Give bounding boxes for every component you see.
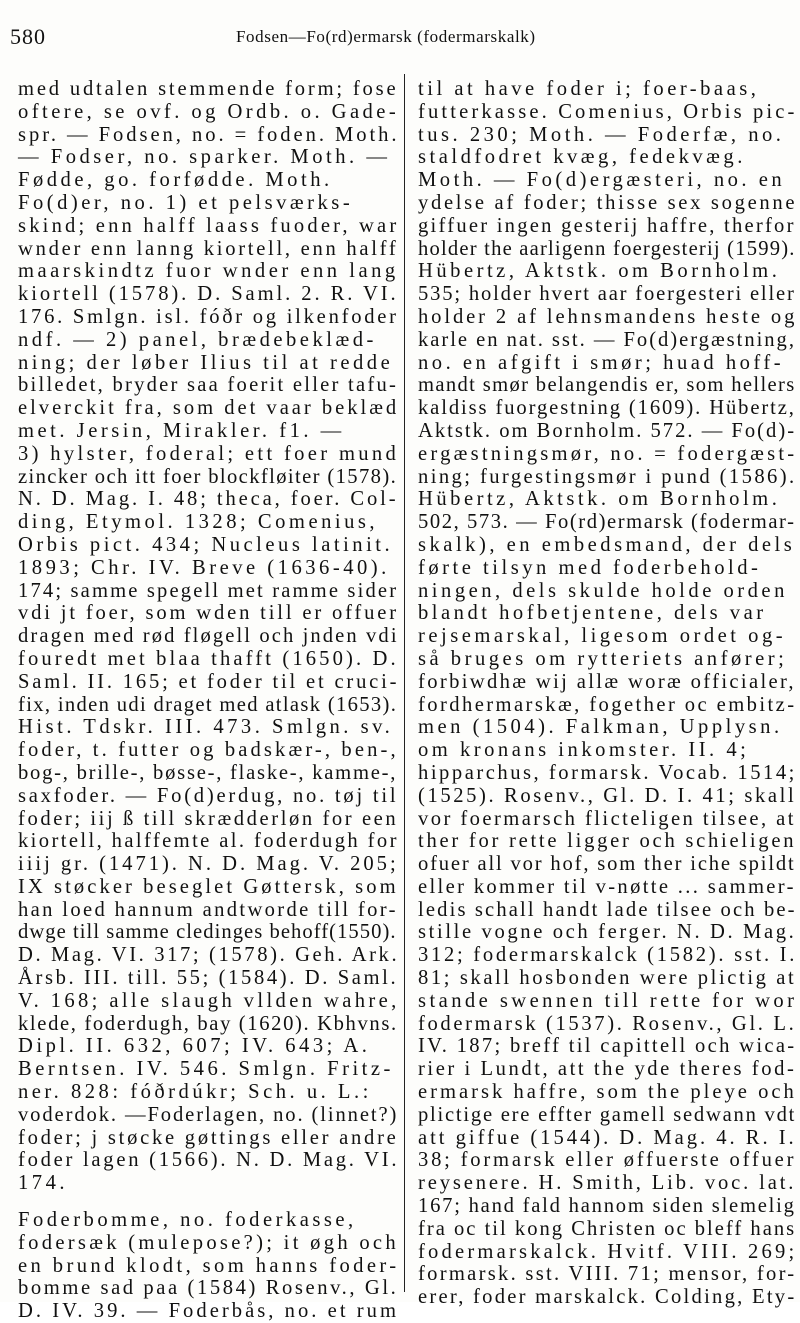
text-line: ther for rette ligger och schieligen [418,830,797,853]
text-line: han loed hannum andtworde till for- [18,898,398,921]
text-line: holder 2 af lehnsmandens heste og [418,305,798,328]
text-line: Foderbomme, no. foderkasse, [18,1209,357,1232]
text-line: vdi jt foer, som wden till er offuer [18,602,399,625]
text-line: zincker och itt foer blockfløiter (1578). [18,465,398,488]
text-line: staldfodret kvæg, fedekvæg. [418,146,746,169]
text-line: holder the aarligenn foergesterij (1599). [418,237,796,260]
text-line: en brund klodt, som hanns foder- [18,1254,400,1277]
text-line: fodermarsk (1537). Rosenv., Gl. L. [418,1012,797,1035]
text-line: 38; formarsk eller øffuerste offuer [418,1149,797,1172]
text-line: ydelse af foder; thisse sex sogenne [418,191,798,214]
text-line: fra oc til kong Christen oc bleff hans [418,1217,797,1240]
text-line: vor foermarsch flicteligen tilsee, at [418,807,796,830]
text-line: kiortell (1578). D. Saml. 2. R. VI. [18,283,399,306]
text-line: 3) hylster, foderal; ett foer mund [18,442,400,465]
text-line: rejsemarskal, ligesom ordet og- [418,625,787,648]
text-line: dragen med rød fløgell och jnden vdi [18,625,399,648]
text-line: ergæstningsmør, no. = fodergæst- [418,442,798,465]
text-line: ningen, dels skulde holde orden [418,579,788,602]
text-line: 176. Smlgn. isl. fóðr og ilkenfoder [18,305,399,328]
text-line: 174. [18,1172,69,1195]
text-line: reysenere. H. Smith, Lib. voc. lat. [418,1172,797,1195]
text-line: foder; iij ß till skrædderløn for een [18,807,399,830]
left-column [18,78,400,1323]
text-line: Orbis pict. 434; Nucleus latinit. [18,533,394,556]
page-number: 580 [10,24,46,49]
text-line: 502, 573. — Fo(rd)ermarsk (fodermar- [418,511,796,534]
text-line: spr. — Fodsen, no. = foden. Moth. [18,123,400,146]
text-line: — Fodser, no. sparker. Moth. — [18,146,391,169]
text-line: tus. 230; Moth. — Foderfæ, no. [418,123,785,146]
text-line: wnder enn lanng kiortell, enn halff [18,237,399,260]
text-line: futterkasse. Comenius, Orbis pic- [418,100,798,123]
text-line: rier i Lundt, att the yde theres fod- [418,1058,797,1081]
text-line: ermarsk haffre, som the pleye och [418,1081,797,1104]
text-line: Moth. — Fo(d)ergæsteri, no. en [418,169,786,192]
text-line: med udtalen stemmende form; fose [18,78,399,100]
text-line: no. en afgift i smør; huad hoff- [418,351,785,374]
text-line: V. 168; alle slaugh vllden wahre, [18,989,400,1012]
text-line: 81; skall hosbonden were plictig at [418,967,797,990]
text-line: kaldiss fuorgestning (1609). Hübertz, [418,397,796,420]
text-line: foder, t. futter og badskær-, ben-, [18,739,399,762]
text-line: karle en nat. sst. — Fo(d)ergæstning, [418,328,796,351]
text-line: 174; samme spegell met ramme sider [18,579,399,602]
text-line: stande swennen till rette for wor [418,989,798,1012]
text-line: bog-, brille-, bøsse-, flaske-, kamme-, [18,761,398,784]
text-line: stille vogne och ferger. N. D. Mag. [418,921,797,944]
text-line: forbiwdhæ wij allæ woræ officialer, [418,670,796,693]
text-line: iiij gr. (1471). N. D. Mag. V. 205; [18,853,399,876]
text-line: ledis schall handt lade tilsee och be- [418,898,797,921]
column-divider [404,74,405,1292]
text-line: Årsb. III. till. 55; (1584). D. Saml. [18,967,399,990]
text-line: formarsk. sst. VIII. 71; mensor, for- [418,1263,797,1286]
text-line: ning; der løber Ilius til at redde [18,351,394,374]
text-line: met. Jersin, Mirakler. f1. — [18,419,345,442]
text-line: fodersæk (mulepose?); it øgh och [18,1231,399,1254]
text-line: D. IV. 39. — Foderbås, no. et rum [18,1300,400,1323]
text-line: så bruges om rytteriets anfører; [418,647,788,670]
text-line: fix, inden udi draget med atlask (1653). [18,693,398,716]
text-line: 1893; Chr. IV. Breve (1636-40). [18,556,390,579]
running-head: Fodsen—Fo(rd)ermarsk (fodermarskalk) [236,27,536,46]
text-line: Hübertz, Aktstk. om Bornholm. [418,488,781,511]
text-line: ner. 828: fóðrdúkr; Sch. u. L.: [18,1081,372,1104]
text-line: mandt smør belangendis er, som hellers [418,374,796,397]
text-line: Aktstk. om Bornholm. 572. — Fo(d)- [418,419,797,442]
text-line: fodermarskalck. Hvitf. VIII. 269; [418,1240,798,1263]
text-line: Dipl. II. 632, 607; IV. 643; A. [18,1035,371,1058]
text-line: blandt hofbetjentene, dels var [418,602,767,625]
text-line: eller kommer til v-nøtte ... sammer- [418,875,796,898]
text-line: ndf. — 2) panel, brædebeklæd- [18,328,377,351]
right-column [418,78,798,1309]
text-line: ning; furgestingsmør i pund (1586). [418,465,797,488]
text-line [18,1195,396,1209]
text-line: Fo(d)er, no. 1) et pelsværks- [18,191,354,214]
text-line: foder; j støcke gøttings eller andre [18,1126,399,1149]
text-line: 535; holder hvert aar foergesteri eller [418,283,796,306]
page-header [8,18,792,48]
text-line: til at have foder i; foer-baas, [418,78,760,100]
text-line: oftere, se ovf. og Ordb. o. Gade- [18,100,400,123]
text-line: billedet, bryder saa foerit eller tafu- [18,374,399,397]
text-line: bomme sad paa (1584) Rosenv., Gl. [18,1277,399,1300]
text-line: skind; enn halff laass fuoder, war [18,214,400,237]
text-line: 312; fodermarskalck (1582). sst. I. [418,944,798,967]
text-line: Saml. II. 165; et foder til et cruci- [18,670,400,693]
text-line: Hist. Tdskr. III. 473. Smlgn. sv. [18,716,394,739]
text-line: elverckit fra, som det vaar beklæd [18,397,400,420]
text-line: men (1504). Falkman, Upplysn. [418,716,783,739]
text-line: erer, foder marskalck. Colding, Ety- [418,1286,797,1309]
text-line: foder lagen (1566). N. D. Mag. VI. [18,1149,400,1172]
text-line: Berntsen. IV. 546. Smlgn. Fritz- [18,1058,394,1081]
text-line: klede, foderdugh, bay (1620). Kbhvns. [18,1012,398,1035]
text-line: att giffue (1544). D. Mag. 4. R. I. [418,1126,797,1149]
text-line: fordhermarskæ, fogether oc embitz- [418,693,797,716]
text-line: saxfoder. — Fo(d)erdug, no. tøj til [18,784,399,807]
text-line: plictige ere effter gamell sedwann vdt [418,1103,797,1126]
text-line: 167; hand fald hannom siden slemelig [418,1195,796,1218]
text-line: førte tilsyn med foderbehold- [418,556,762,579]
text-line: dwge till samme cledinges behoff(1550). [18,921,397,944]
text-line: Hübertz, Aktstk. om Bornholm. [418,260,781,283]
text-line: N. D. Mag. I. 48; theca, foer. Col- [18,488,399,511]
text-line: Fødde, go. forfødde. Moth. [18,169,333,192]
text-line: IX støcker beseglet Gøttersk, som [18,875,399,898]
text-line: skalk), en embedsmand, der dels [418,533,796,556]
text-line: hipparchus, formarsk. Vocab. 1514; [418,761,797,784]
text-line: fouredt met blaa thafft (1650). D. [18,647,399,670]
text-line: ding, Etymol. 1328; Comenius, [18,511,379,534]
text-line: (1525). Rosenv., Gl. D. I. 41; skall [418,784,797,807]
text-line: IV. 187; breff til capittell och wica- [418,1035,797,1058]
text-line: ofuer all vor hof, som ther iche spildt [418,853,796,876]
text-line: maarskindtz fuor wnder enn lang [18,260,399,283]
text-line: kiortell, halffemte al. foderdugh for [18,830,399,853]
text-line: giffuer ingen gesterij haffre, therfor [418,214,796,237]
text-line: D. Mag. VI. 317; (1578). Geh. Ark. [18,944,400,967]
text-line: om kronans inkomster. II. 4; [418,739,750,762]
text-line: voderdok. —Foderlagen, no. (linnet?) [18,1103,399,1126]
